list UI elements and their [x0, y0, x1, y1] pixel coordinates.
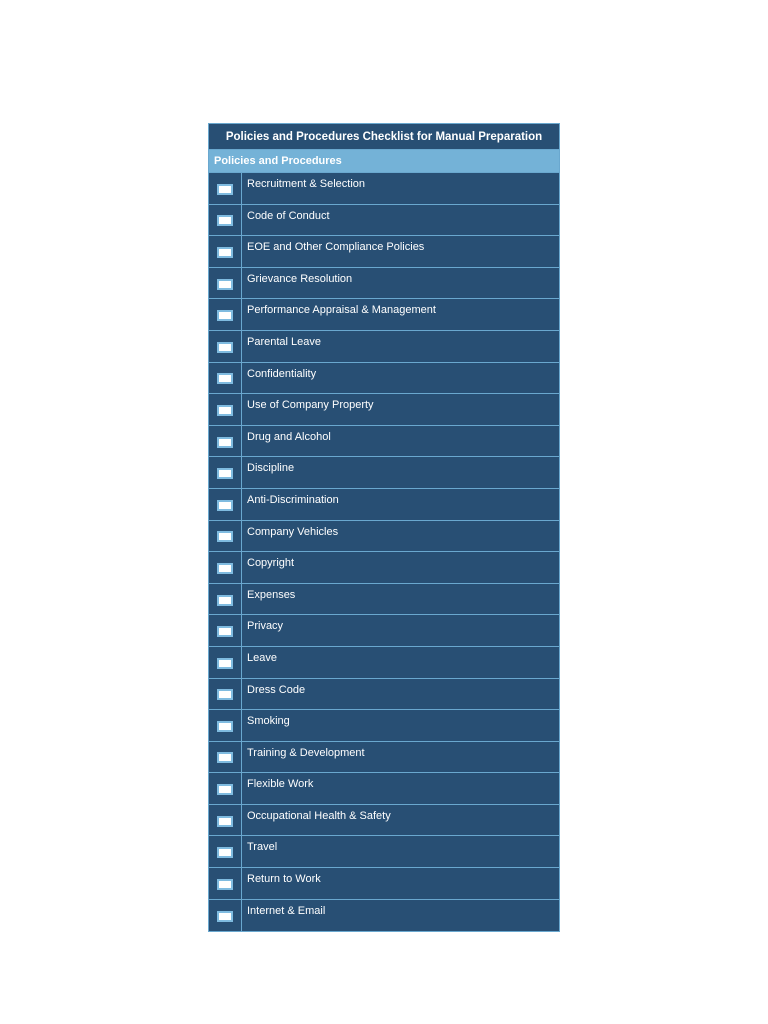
- checkbox-cell: [209, 710, 242, 741]
- checklist-item-label: Privacy: [247, 620, 284, 633]
- checklist-row: [209, 331, 559, 363]
- checkbox[interactable]: [217, 563, 233, 574]
- checklist-item-label: Company Vehicles: [247, 525, 339, 538]
- checklist-item-label: EOE and Other Compliance Policies: [247, 241, 425, 254]
- checkbox[interactable]: [217, 816, 233, 827]
- checkbox[interactable]: [217, 373, 233, 384]
- checkbox[interactable]: [217, 595, 233, 606]
- checkbox[interactable]: [217, 184, 233, 195]
- checklist-row: [209, 615, 559, 647]
- checkbox-cell: [209, 173, 242, 204]
- checklist-item-label: Recruitment & Selection: [247, 178, 365, 190]
- checkbox-cell: [209, 426, 242, 457]
- checklist-item-label: Code of Conduct: [247, 209, 330, 222]
- checklist-row: [209, 236, 559, 268]
- checkbox-cell: [209, 773, 242, 804]
- checkbox[interactable]: [217, 531, 233, 542]
- checkbox[interactable]: [217, 342, 233, 353]
- checkbox[interactable]: [217, 721, 233, 732]
- checklist-row: [209, 710, 559, 742]
- checkbox-cell: [209, 836, 242, 867]
- checklist-item-label: Discipline: [247, 462, 295, 475]
- checklist-item-label: Drug and Alcohol: [247, 430, 331, 443]
- checklist-row: [209, 742, 559, 774]
- checklist-row: [209, 584, 559, 616]
- checklist-row: [209, 363, 559, 395]
- checkbox-cell: [209, 205, 242, 236]
- checkbox-cell: [209, 394, 242, 425]
- checklist-item-label: Confidentiality: [247, 367, 317, 380]
- checkbox[interactable]: [217, 658, 233, 669]
- checklist-row: [209, 426, 559, 458]
- checklist-row: [209, 457, 559, 489]
- checkbox-cell: [209, 615, 242, 646]
- checkbox-cell: [209, 647, 242, 678]
- checklist-row: [209, 647, 559, 679]
- checkbox[interactable]: [217, 247, 233, 258]
- checkbox-cell: [209, 457, 242, 488]
- checklist-item-label: Leave: [247, 651, 277, 664]
- checklist-items: [209, 173, 559, 931]
- checkbox-cell: [209, 363, 242, 394]
- checkbox[interactable]: [217, 437, 233, 448]
- checklist-row: [209, 521, 559, 553]
- checklist-item-label: Training & Development: [247, 746, 365, 759]
- checkbox[interactable]: [217, 847, 233, 858]
- checkbox-cell: [209, 584, 242, 615]
- checkbox[interactable]: [217, 215, 233, 226]
- checkbox[interactable]: [217, 784, 233, 795]
- checkbox[interactable]: [217, 310, 233, 321]
- checklist-item-label: Parental Leave: [247, 335, 321, 348]
- checklist-table: [208, 123, 560, 932]
- checklist-item-label: Internet & Email: [247, 904, 326, 917]
- checkbox[interactable]: [217, 752, 233, 763]
- checklist-item-label: Return to Work: [247, 873, 321, 886]
- checklist-item-label: Performance Appraisal & Management: [247, 304, 436, 317]
- checklist-row: [209, 205, 559, 237]
- checklist-title: Policies and Procedures Checklist for Manual Preparation: [209, 124, 559, 150]
- checklist-row: [209, 868, 559, 900]
- checkbox-cell: [209, 742, 242, 773]
- checklist-row: [209, 805, 559, 837]
- checklist-item-label: Expenses: [247, 588, 296, 601]
- checkbox-cell: [209, 489, 242, 520]
- checkbox[interactable]: [217, 626, 233, 637]
- checklist-row: [209, 489, 559, 521]
- checkbox-cell: [209, 868, 242, 899]
- checklist-item-label: Dress Code: [247, 683, 306, 696]
- checklist-row: [209, 679, 559, 711]
- checkbox-cell: [209, 900, 242, 932]
- checklist-row: [209, 299, 559, 331]
- checklist-item-label: Flexible Work: [247, 778, 314, 791]
- checklist-item-label: Travel: [247, 841, 278, 854]
- checkbox-cell: [209, 331, 242, 362]
- checklist-row: [209, 173, 559, 205]
- checkbox[interactable]: [217, 879, 233, 890]
- checklist-item-label: Occupational Health & Safety: [247, 809, 391, 822]
- checkbox[interactable]: [217, 500, 233, 511]
- checklist-row: [209, 900, 559, 932]
- checkbox-cell: [209, 679, 242, 710]
- checkbox[interactable]: [217, 911, 233, 922]
- checklist-item-label: Anti-Discrimination: [247, 493, 339, 506]
- checklist-row: [209, 836, 559, 868]
- checklist-row: [209, 268, 559, 300]
- checklist-item-label: Grievance Resolution: [247, 272, 353, 285]
- checkbox-cell: [209, 552, 242, 583]
- checklist-item-label: Use of Company Property: [247, 399, 374, 412]
- checkbox-cell: [209, 236, 242, 267]
- checklist-item-label: Copyright: [247, 557, 295, 570]
- checkbox-cell: [209, 805, 242, 836]
- checkbox-cell: [209, 521, 242, 552]
- checklist-item-label: Smoking: [247, 715, 290, 728]
- checkbox[interactable]: [217, 468, 233, 479]
- checklist-row: [209, 394, 559, 426]
- checkbox[interactable]: [217, 405, 233, 416]
- checkbox-cell: [209, 299, 242, 330]
- checkbox[interactable]: [217, 279, 233, 290]
- section-header: Policies and Procedures: [209, 150, 559, 173]
- checklist-row: [209, 552, 559, 584]
- checkbox-cell: [209, 268, 242, 299]
- checkbox[interactable]: [217, 689, 233, 700]
- checklist-row: [209, 773, 559, 805]
